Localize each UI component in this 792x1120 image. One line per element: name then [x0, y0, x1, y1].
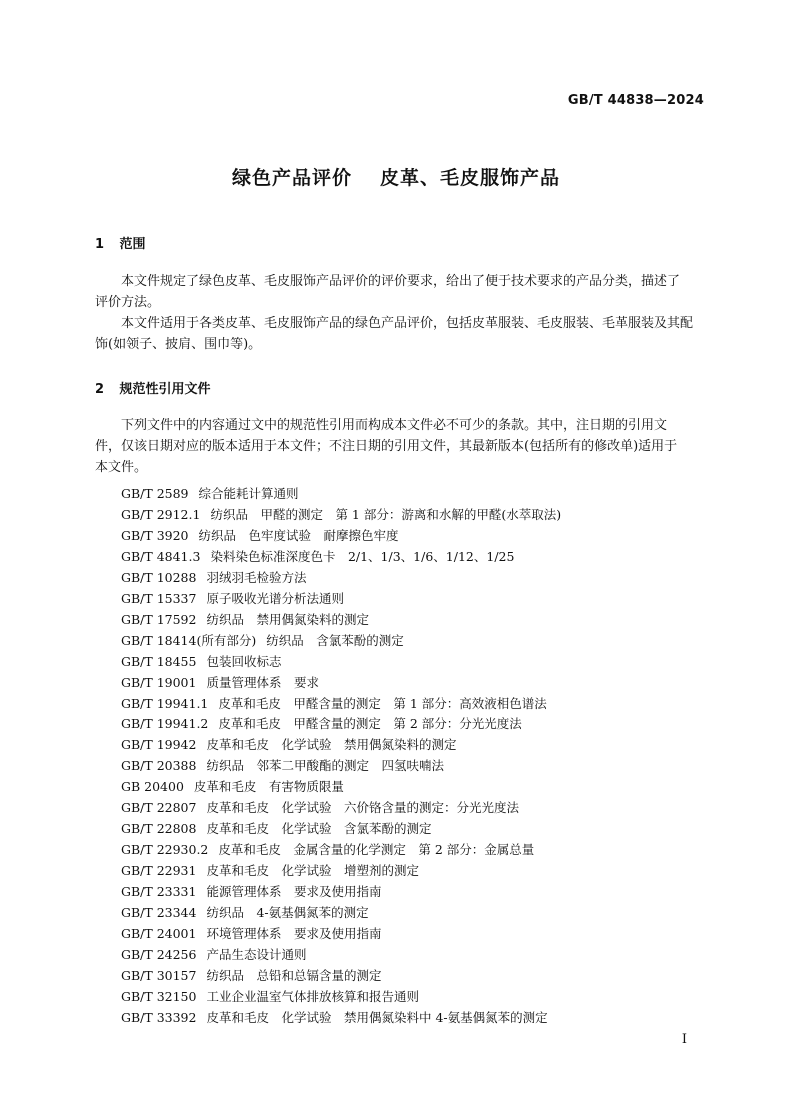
reference-item	[121, 861, 561, 882]
section-paragraph-references	[95, 415, 710, 478]
reference-code: GB/T 20388	[121, 758, 197, 774]
section-heading-scope	[95, 233, 146, 252]
reference-title: 综合能耗计算通则	[198, 486, 299, 501]
reference-code: GB/T 22930.2	[121, 842, 209, 858]
reference-item	[121, 631, 561, 652]
reference-item	[121, 966, 561, 987]
reference-item	[121, 756, 561, 777]
reference-item	[121, 505, 561, 526]
reference-item	[121, 777, 561, 798]
paragraph-line: 件，仅该日期对应的版本适用于本文件；不注日期的引用文件，其最新版本(包括所有的修改单)适用于	[95, 439, 678, 454]
reference-item	[121, 484, 561, 505]
reference-title: 纺织品 色牢度试验 耐摩擦色牢度	[198, 527, 399, 543]
reference-code: GB/T 17592	[121, 611, 197, 627]
reference-code: GB/T 19942	[121, 737, 197, 753]
reference-title: 皮革和毛皮 化学试验 含氯苯酚的测定	[206, 821, 432, 837]
reference-item	[121, 694, 561, 715]
reference-code: GB/T 30157	[121, 967, 197, 983]
reference-code: GB/T 15337	[121, 590, 197, 606]
reference-code: GB/T 2912.1	[121, 506, 201, 522]
reference-code: GB/T 22931	[121, 863, 197, 879]
document-title	[0, 163, 792, 190]
reference-code: GB/T 19941.2	[121, 716, 209, 732]
reference-title: 产品生态设计通则	[206, 946, 307, 962]
reference-code: GB/T 23344	[121, 905, 197, 921]
section-title: 范围	[119, 237, 146, 252]
reference-code: GB/T 18455	[121, 653, 197, 669]
reference-title: 质量管理体系 要求	[206, 674, 319, 690]
reference-title: 纺织品 总铅和总镉含量的测定	[206, 967, 382, 983]
reference-item	[121, 798, 561, 819]
reference-code: GB/T 22808	[121, 821, 197, 837]
reference-item	[121, 903, 561, 924]
reference-item	[121, 610, 561, 631]
reference-item	[121, 987, 561, 1008]
reference-code: GB/T 19001	[121, 674, 197, 690]
reference-item	[121, 547, 561, 568]
paragraph-line: 本文件规定了绿色皮革、毛皮服饰产品评价的评价要求，给出了便于技术要求的产品分类，描述了	[121, 274, 681, 289]
reference-title: 皮革和毛皮 化学试验 六价铬含量的测定：分光光度法	[206, 800, 519, 816]
reference-title: 纺织品 禁用偶氮染料的测定	[206, 611, 369, 627]
reference-title: 皮革和毛皮 化学试验 禁用偶氮染料的测定	[206, 737, 457, 753]
reference-code: GB/T 24001	[121, 926, 197, 942]
reference-title: 皮革和毛皮 有害物质限量	[193, 779, 344, 795]
reference-title: 皮革和毛皮 化学试验 禁用偶氮染料中 4-氨基偶氮苯的测定	[206, 1009, 548, 1025]
reference-code: GB/T 19941.1	[121, 695, 209, 711]
reference-title: 能源管理体系 要求及使用指南	[206, 884, 382, 900]
reference-list	[121, 484, 561, 1029]
reference-title: 皮革和毛皮 甲醛含量的测定 第 2 部分：分光光度法	[218, 716, 522, 732]
section-number: 1	[95, 237, 105, 252]
paragraph-line: 饰(如领子、披肩、围巾等)。	[95, 337, 262, 352]
reference-item	[121, 1008, 561, 1029]
reference-item	[121, 945, 561, 966]
paragraph-line: 本文件。	[95, 460, 148, 475]
reference-title: 纺织品 邻苯二甲酸酯的测定 四氢呋喃法	[206, 758, 444, 774]
reference-title: 包装回收标志	[206, 653, 282, 669]
reference-code: GB/T 32150	[121, 988, 197, 1004]
reference-code: GB/T 22807	[121, 800, 197, 816]
standard-code: GB/T 44838—2024	[567, 93, 704, 108]
section-paragraph-scope	[95, 271, 710, 355]
section-number: 2	[95, 382, 105, 397]
reference-item	[121, 924, 561, 945]
reference-item	[121, 714, 561, 735]
reference-code: GB/T 23331	[121, 884, 197, 900]
reference-title: 原子吸收光谱分析法通则	[206, 590, 344, 606]
reference-title: 羽绒羽毛检验方法	[206, 569, 307, 585]
reference-item	[121, 589, 561, 610]
reference-title: 皮革和毛皮 金属含量的化学测定 第 2 部分：金属总量	[218, 842, 535, 858]
paragraph-line: 下列文件中的内容通过文中的规范性引用而构成本文件必不可少的条款。其中，注日期的引用文	[121, 418, 668, 433]
reference-item	[121, 819, 561, 840]
paragraph-line: 本文件适用于各类皮革、毛皮服饰产品的绿色产品评价，包括皮革服装、毛皮服装、毛革服装及其配	[121, 316, 694, 331]
reference-code: GB/T 24256	[121, 946, 197, 962]
section-title: 规范性引用文件	[119, 382, 211, 397]
reference-title: 染料染色标准深度色卡 2/1、1/3、1/6、1/12、1/25	[210, 548, 515, 564]
reference-title: 皮革和毛皮 化学试验 增塑剂的测定	[206, 863, 419, 879]
reference-code: GB/T 4841.3	[121, 548, 201, 564]
reference-item	[121, 840, 561, 861]
reference-code: GB/T 18414(所有部分)	[121, 632, 257, 648]
reference-item	[121, 652, 561, 673]
reference-item	[121, 735, 561, 756]
section-heading-normative-references	[95, 378, 211, 397]
title-part-2: 皮革、毛皮服饰产品	[380, 167, 561, 189]
title-part-1: 绿色产品评价	[231, 167, 352, 189]
reference-code: GB/T 33392	[121, 1009, 197, 1025]
reference-code: GB/T 10288	[121, 569, 197, 585]
reference-title: 纺织品 甲醛的测定 第 1 部分：游离和水解的甲醛(水萃取法)	[210, 506, 562, 522]
reference-item	[121, 526, 561, 547]
reference-item	[121, 568, 561, 589]
reference-item	[121, 673, 561, 694]
reference-title: 皮革和毛皮 甲醛含量的测定 第 1 部分：高效液相色谱法	[218, 695, 547, 711]
reference-title: 纺织品 4-氨基偶氮苯的测定	[206, 905, 369, 921]
reference-code: GB/T 3920	[121, 527, 189, 543]
paragraph-line: 评价方法。	[95, 295, 161, 310]
reference-code: GB 20400	[121, 779, 184, 795]
reference-item	[121, 882, 561, 903]
reference-code: GB/T 2589	[121, 486, 189, 501]
page-number: I	[681, 1032, 687, 1047]
reference-title: 纺织品 含氯苯酚的测定	[266, 632, 404, 648]
reference-title: 环境管理体系 要求及使用指南	[206, 926, 382, 942]
reference-title: 工业企业温室气体排放核算和报告通则	[206, 988, 419, 1004]
